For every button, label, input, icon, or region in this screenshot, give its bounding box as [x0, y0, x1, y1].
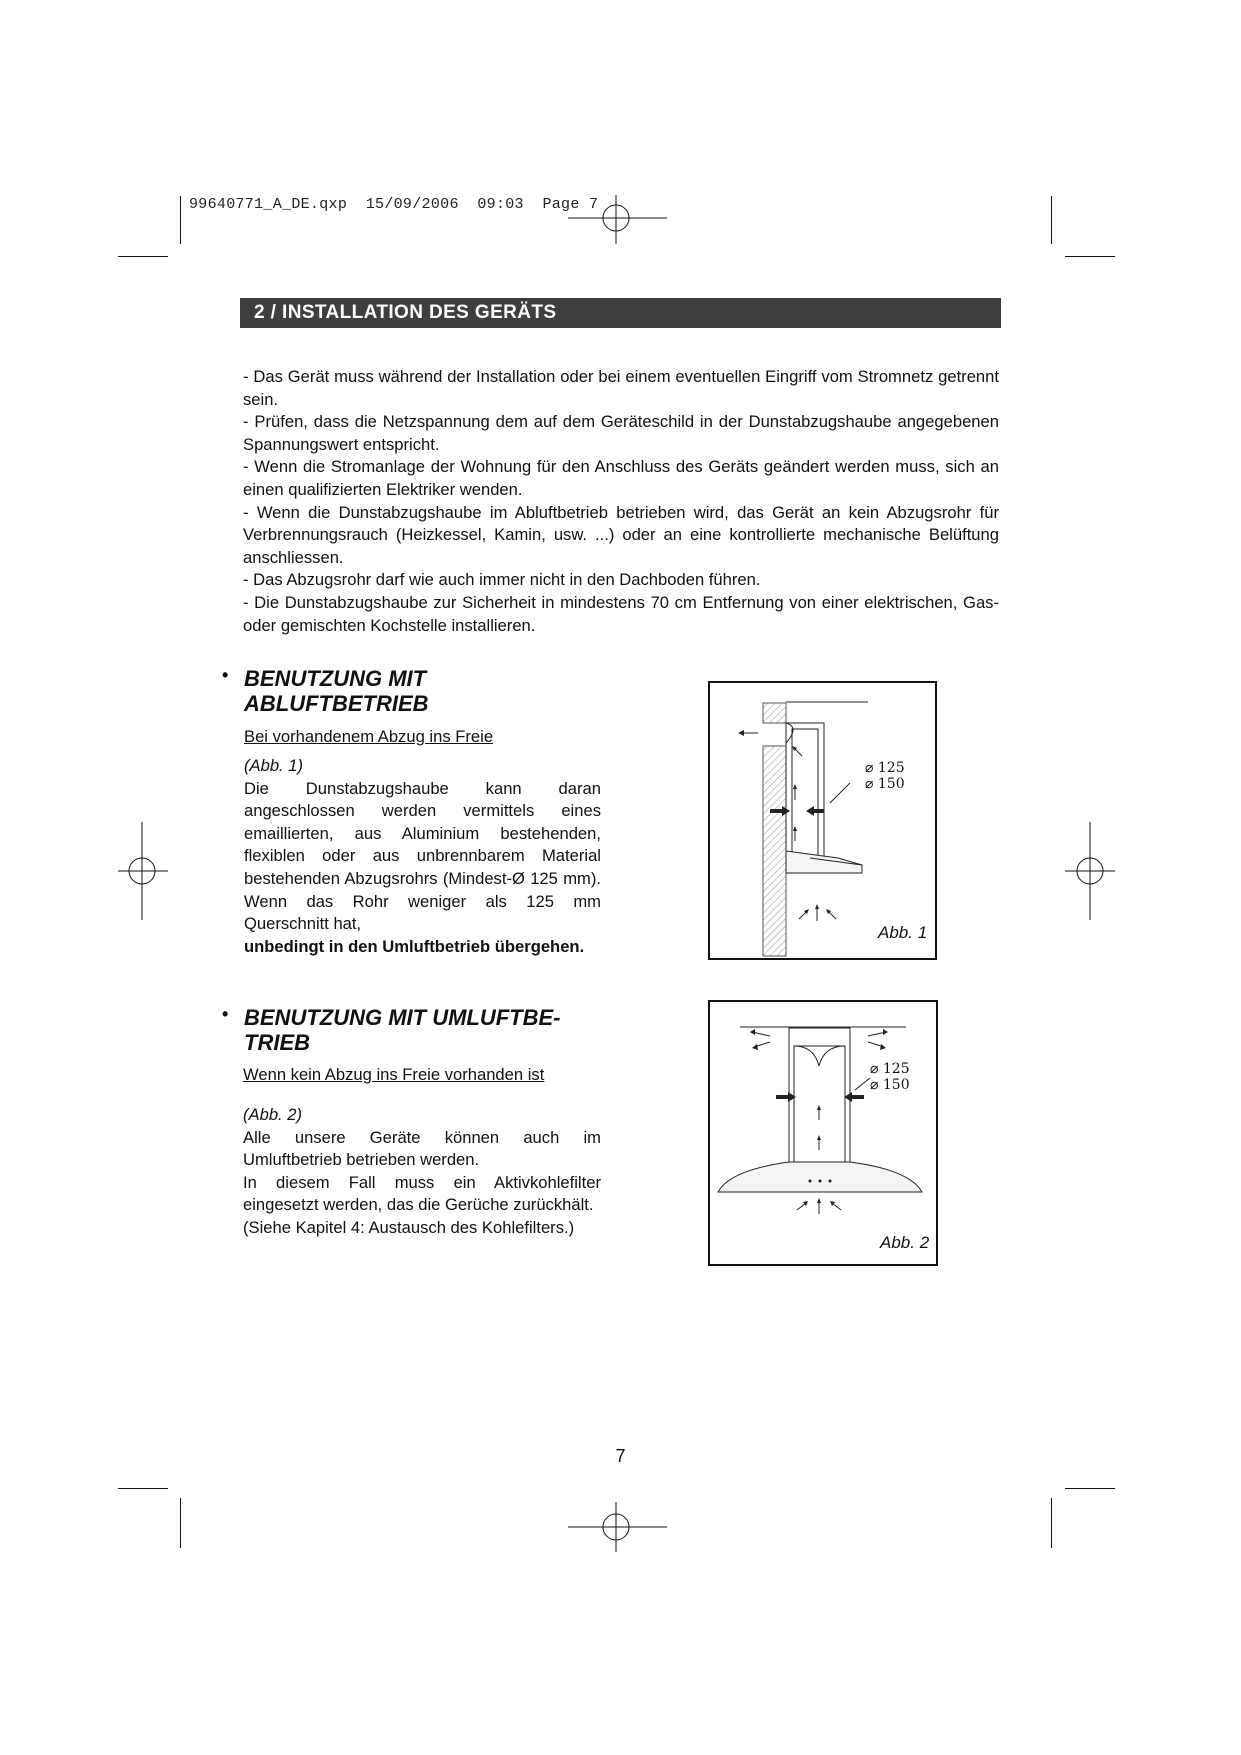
- section1-ref: (Abb. 1): [244, 756, 304, 775]
- section2-title: [244, 1005, 561, 1055]
- section1-text: Die Dunstabzugshaube kann daran angeschlossen werden vermittels eines emaillierten, aus Aluminium bestehenden, flexiblen oder aus unbrennbarem Material bestehenden Abzugsrohrs (Mindest-Ø 125 mm). Wenn das Rohr weniger als 125 mm Querschnitt hat,: [244, 778, 601, 934]
- intro-line: - Das Abzugsrohr darf wie auch immer nicht in den Dachboden führen.: [243, 570, 761, 590]
- bullet: •: [222, 665, 229, 685]
- figure-2-dim-150: ⌀ 150: [870, 1077, 910, 1093]
- section1-title-line2: ABLUFTBETRIEB: [244, 691, 429, 716]
- figure-1-dim-125: ⌀ 125: [865, 760, 905, 776]
- figure-2: [708, 1000, 938, 1266]
- figure-1-dim-150: ⌀ 150: [865, 776, 905, 792]
- intro-line: - Das Gerät muss während der Installation oder bei einem eventuellen Eingriff vom Stromnetz getrennt sein.: [243, 367, 999, 409]
- print-slug: 99640771_A_DE.qxp 15/09/2006 09:03 Page 7: [189, 196, 599, 213]
- section1-warning: unbedingt in den Umluftbetrieb übergehen.: [244, 936, 585, 956]
- figure-1-caption: Abb. 1: [878, 923, 928, 942]
- figure-2-caption: Abb. 2: [880, 1233, 930, 1252]
- section2-body: [243, 1104, 601, 1240]
- section-header: [240, 298, 1001, 328]
- section2-title-line2: TRIEB: [244, 1030, 310, 1055]
- page-number: 7: [615, 1446, 626, 1466]
- section1-title-line1: BENUTZUNG MIT: [244, 666, 427, 691]
- intro-text: [243, 366, 999, 637]
- section1-body: [244, 755, 601, 958]
- section2-text-2: In diesem Fall muss ein Aktivkohlefilter eingesetzt werden, das die Gerüche zurückhält.: [243, 1172, 601, 1215]
- section1-subtitle: Bei vorhandenem Abzug ins Freie: [244, 727, 494, 746]
- section2-text-3: (Siehe Kapitel 4: Austausch des Kohlefilters.): [243, 1217, 575, 1237]
- figure-2-drawing: [710, 1002, 936, 1264]
- section-title: / INSTALLATION DES GERÄTS: [270, 302, 557, 323]
- section-number: 2: [254, 302, 265, 323]
- figure-1: [708, 681, 937, 960]
- figure-1-drawing: [710, 683, 935, 958]
- section2-subtitle: Wenn kein Abzug ins Freie vorhanden ist: [243, 1065, 545, 1084]
- bullet: •: [222, 1004, 229, 1024]
- intro-line: - Die Dunstabzugshaube zur Sicherheit in mindestens 70 cm Entfernung von einer elektrischen, Gas- oder gemischten Kochstelle installieren.: [243, 592, 999, 635]
- section2-text-1: Alle unsere Geräte können auch im Umluftbetrieb betrieben werden.: [243, 1127, 601, 1170]
- section2-ref: (Abb. 2): [243, 1105, 303, 1124]
- intro-line: - Wenn die Stromanlage der Wohnung für den Anschluss des Geräts geändert werden muss, sich an einen qualifizierten Elektriker wenden.: [243, 457, 999, 499]
- intro-line: - Wenn die Dunstabzugshaube im Abluftbetrieb betrieben wird, das Gerät an kein Abzugsrohr für Verbrennungsrauch (Heizkessel, Kamin, usw. ...) oder an eine kontrollierte mechanische Belüftung anschliessen.: [243, 502, 999, 567]
- intro-line: - Prüfen, dass die Netzspannung dem auf dem Geräteschild in der Dunstabzugshaube angegebenen Spannungswert entspricht.: [243, 412, 999, 454]
- figure-2-dim-125: ⌀ 125: [870, 1061, 910, 1077]
- section1-title: [244, 666, 429, 716]
- section2-title-line1: BENUTZUNG MIT UMLUFTBE-: [244, 1005, 561, 1030]
